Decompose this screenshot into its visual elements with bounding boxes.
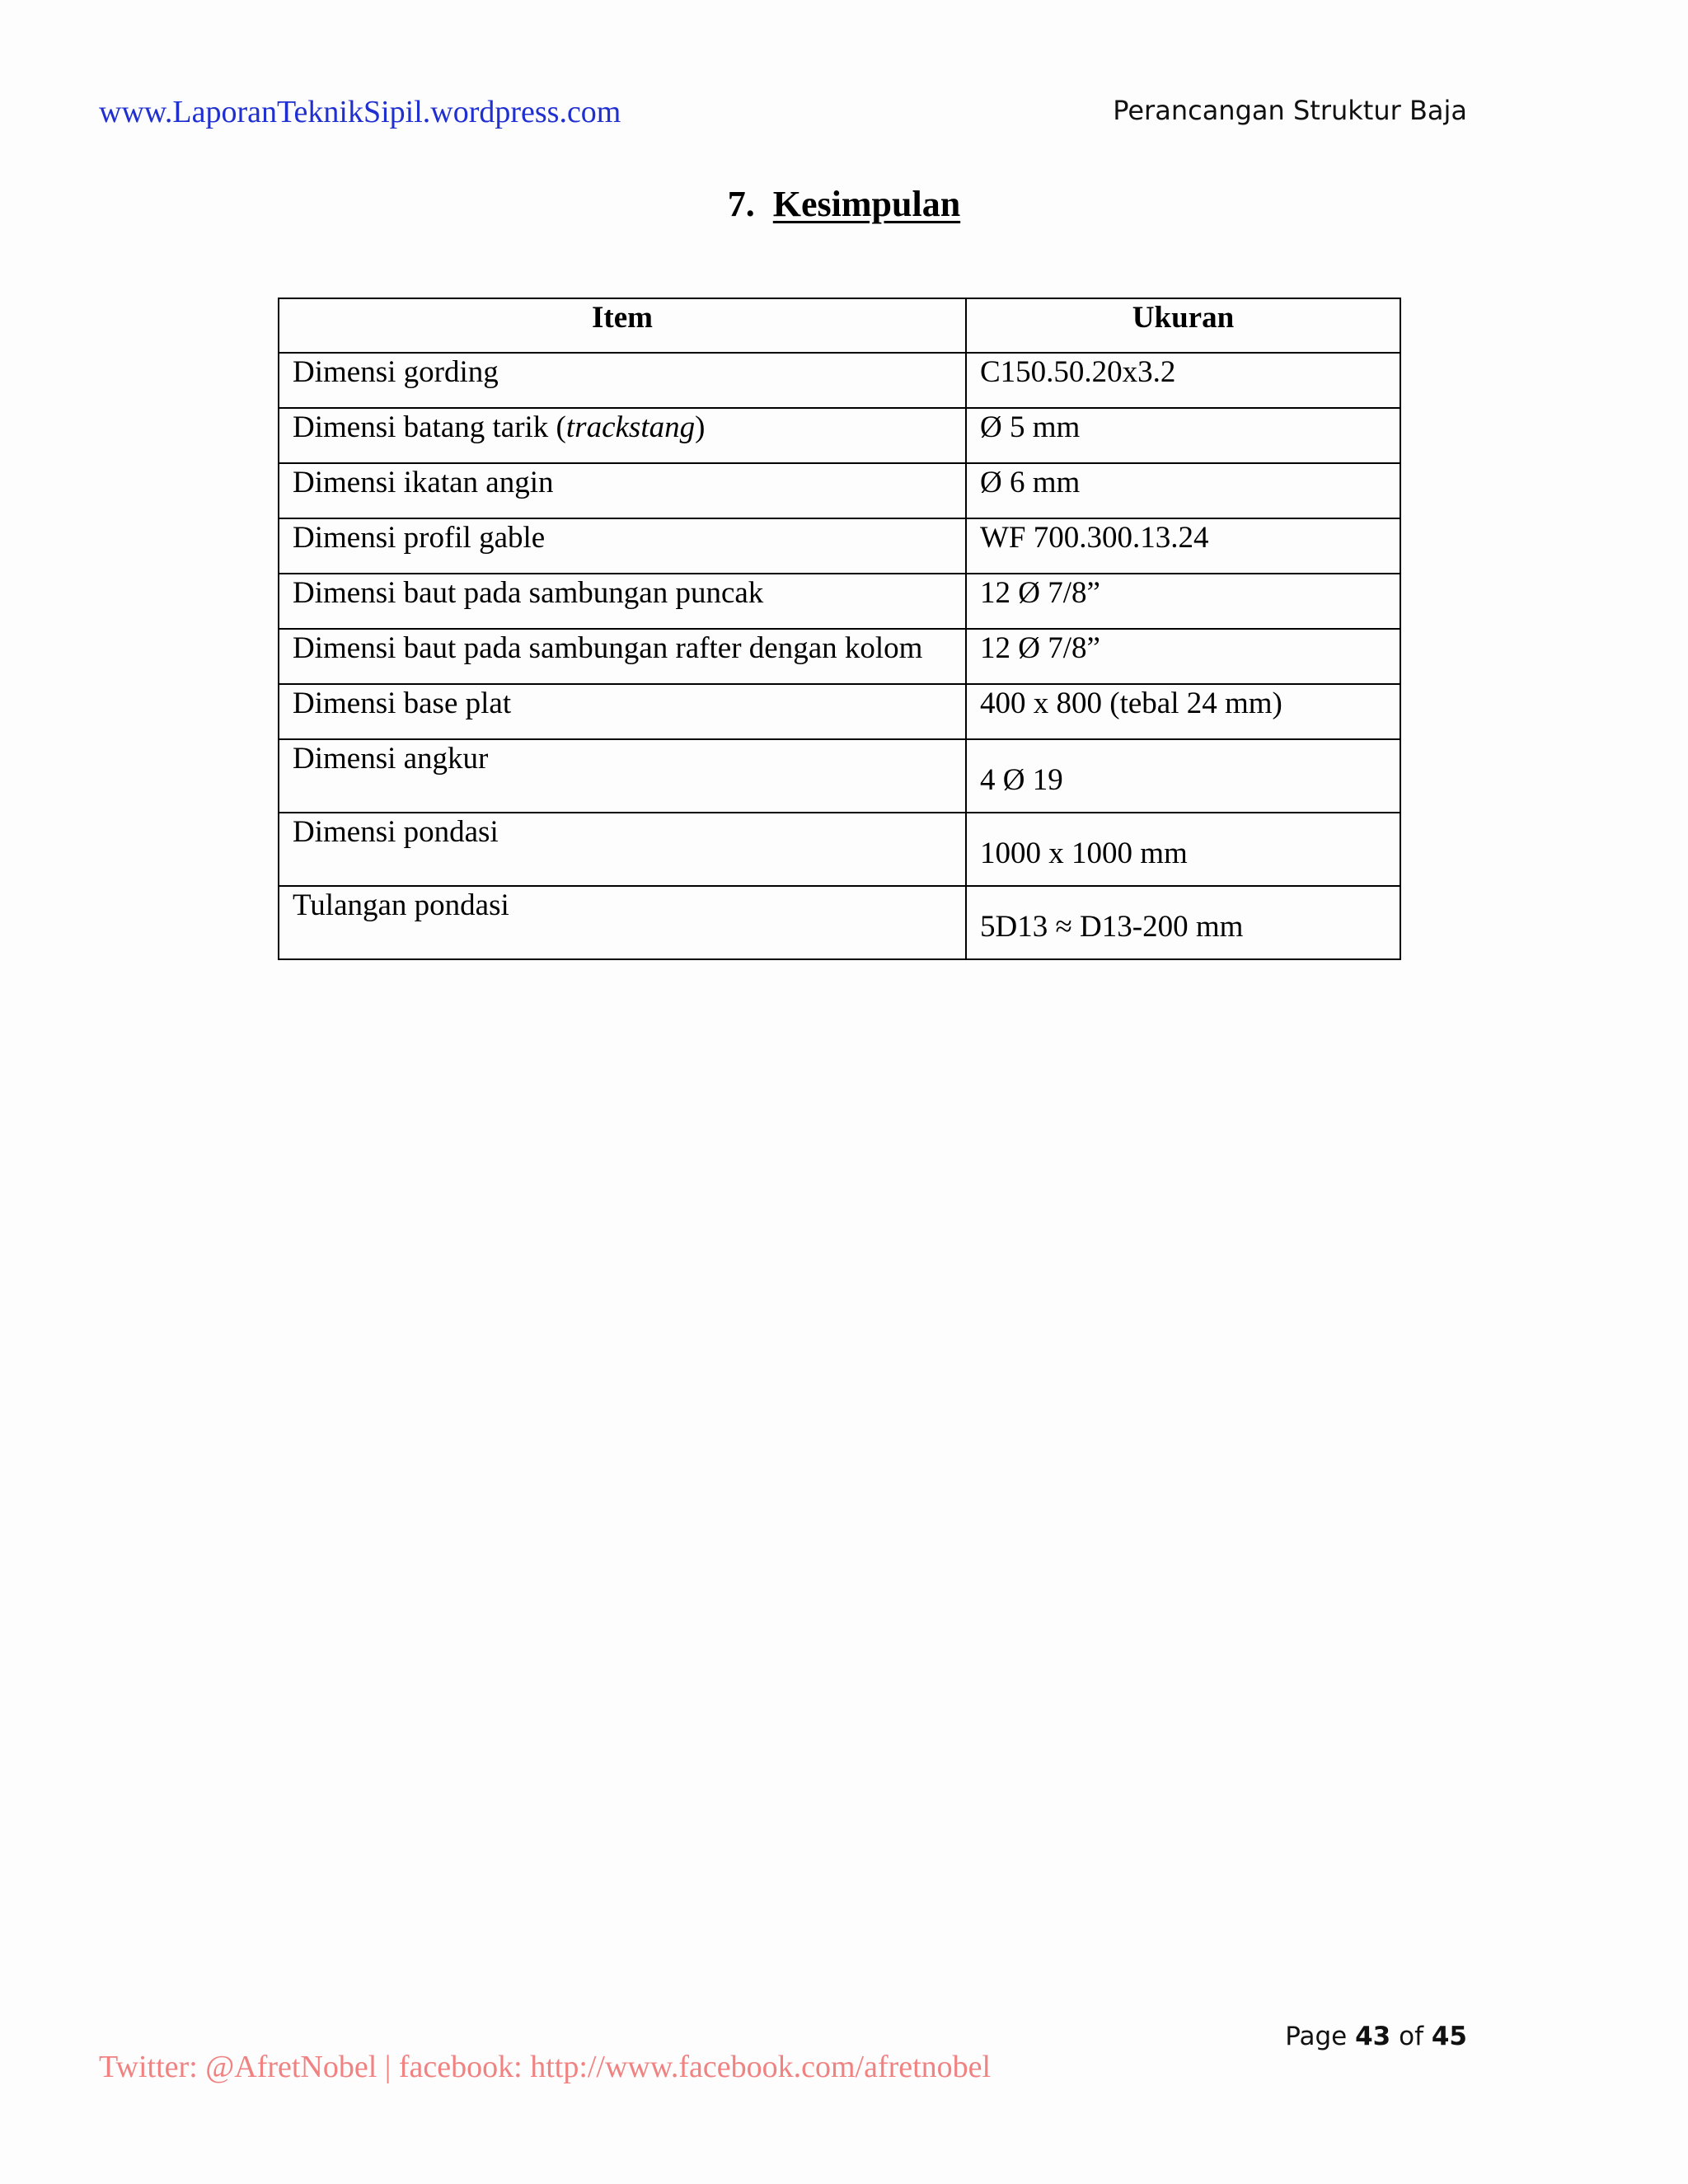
table-cell-size: C150.50.20x3.2 [966,353,1400,408]
table-cell-size: 4 Ø 19 [966,739,1400,813]
header-document-title: Perancangan Struktur Baja [1113,95,1467,126]
table-cell-item: Dimensi baut pada sambungan rafter dengan kolom [279,629,966,684]
table-header-row [279,298,1400,353]
page-number [1285,2018,1467,2055]
table-row [279,813,1400,886]
page-label: Page [1285,2022,1348,2051]
item-italic-text: trackstang [565,410,696,444]
table-row [279,739,1400,813]
table-cell-item: Tulangan pondasi [279,886,966,959]
section-number: 7. [727,184,755,224]
section-heading [0,180,1688,229]
table-cell-size: 5D13 ≈ D13-200 mm [966,886,1400,959]
item-text: ) [695,410,706,444]
table-cell-item: Dimensi gording [279,353,966,408]
table-row [279,463,1400,518]
table-row [279,408,1400,463]
footer-social-links: Twitter: @AfretNobel | facebook: http://www.facebook.com/afretnobel [99,2050,992,2084]
header-site-link[interactable]: www.LaporanTeknikSipil.wordpress.com [99,95,621,129]
table-cell-item: Dimensi pondasi [279,813,966,886]
table-cell-size: 1000 x 1000 mm [966,813,1400,886]
table-header-size: Ukuran [966,298,1400,353]
page-of: of [1399,2022,1423,2051]
table-row [279,886,1400,959]
page-total: 45 [1431,2022,1467,2051]
table-cell-size: Ø 5 mm [966,408,1400,463]
table-cell-item: Dimensi baut pada sambungan puncak [279,574,966,629]
table-cell-item [279,408,966,463]
table-header-item: Item [279,298,966,353]
table-row [279,353,1400,408]
table-row [279,629,1400,684]
section-title: Kesimpulan [772,184,961,224]
table-cell-item: Dimensi angkur [279,739,966,813]
table-cell-item: Dimensi ikatan angin [279,463,966,518]
table-cell-size: 12 Ø 7/8” [966,629,1400,684]
table-cell-size: 400 x 800 (tebal 24 mm) [966,684,1400,739]
table-row [279,684,1400,739]
table-cell-item: Dimensi base plat [279,684,966,739]
table-cell-size: Ø 6 mm [966,463,1400,518]
table-cell-size: 12 Ø 7/8” [966,574,1400,629]
conclusion-table [278,298,1401,960]
page-current: 43 [1355,2022,1391,2051]
table-row [279,518,1400,574]
item-text: Dimensi batang tarik ( [293,410,566,444]
table-cell-size: WF 700.300.13.24 [966,518,1400,574]
table-row [279,574,1400,629]
table-cell-item: Dimensi profil gable [279,518,966,574]
